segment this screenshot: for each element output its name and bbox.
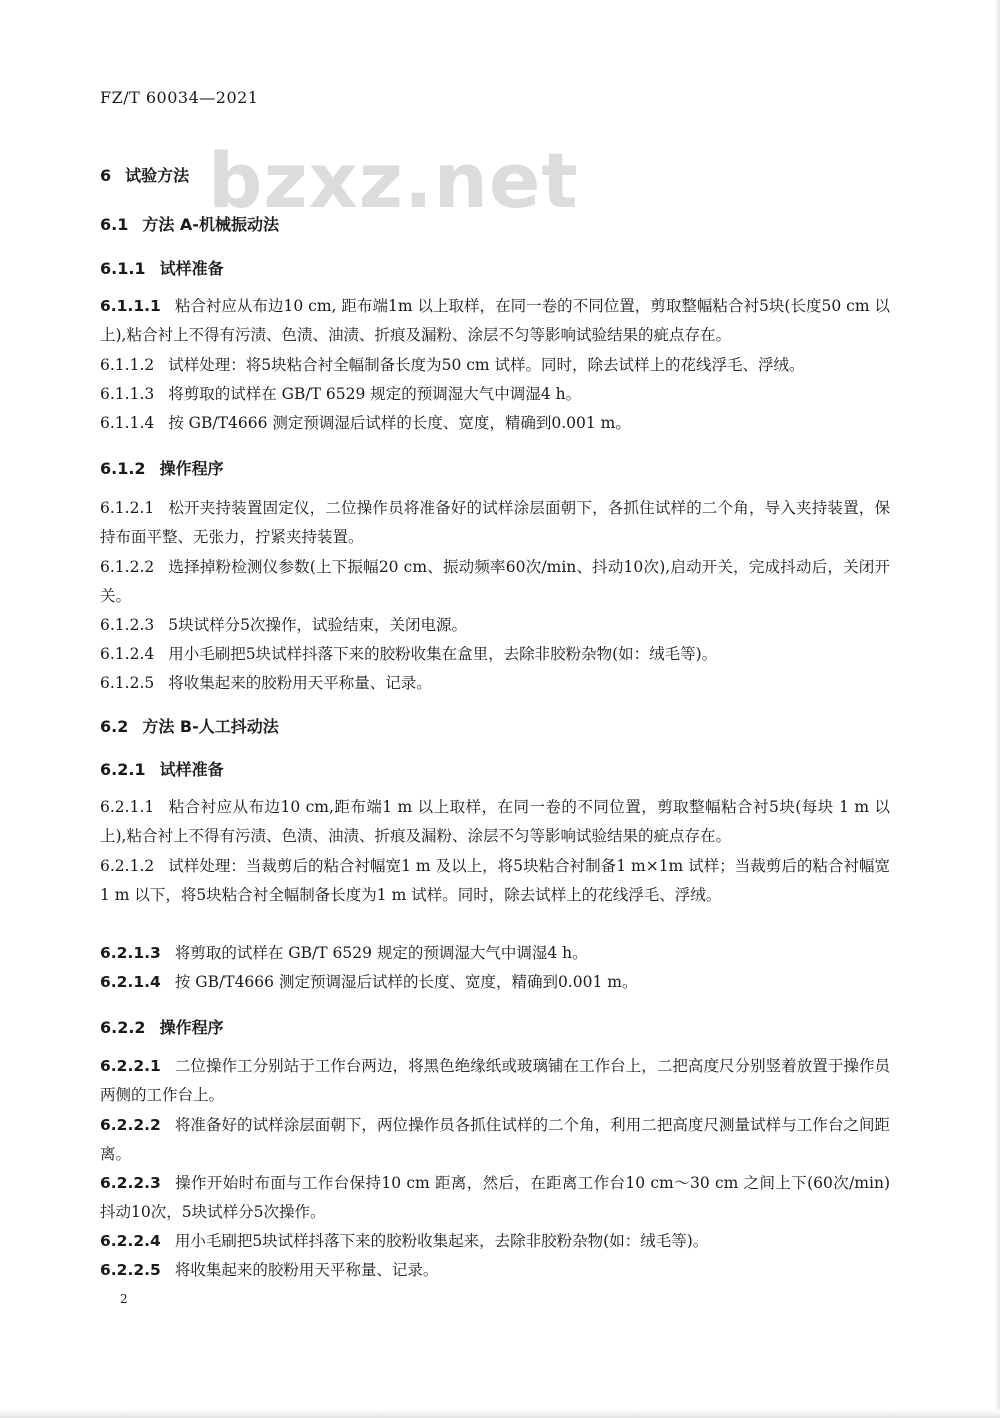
clause-6-2-2-1 bbox=[100, 1052, 890, 1110]
page-number: 2 bbox=[120, 1292, 128, 1306]
section-heading-6-2-2 bbox=[100, 1015, 224, 1038]
section-number: 6.2.1 bbox=[100, 760, 146, 779]
clause-number: 6.1.2.1 bbox=[100, 499, 155, 517]
clause-number: 6.2.1.2 bbox=[100, 857, 155, 875]
section-heading-6-2-1 bbox=[100, 757, 224, 780]
section-title: 操作程序 bbox=[159, 459, 224, 478]
clause-number: 6.1.1.3 bbox=[100, 385, 155, 403]
clause-number: 6.2.2.4 bbox=[100, 1232, 161, 1250]
clause-text: 用小毛刷把5块试样抖落下来的胶粉收集起来，去除非胶粉杂物(如：绒毛等)。 bbox=[174, 1232, 709, 1250]
clause-6-2-2-3 bbox=[100, 1169, 890, 1227]
clause-number: 6.1.1.4 bbox=[100, 414, 155, 432]
section-title: 操作程序 bbox=[159, 1018, 224, 1037]
clause-text: 将剪取的试样在 GB/T 6529 规定的预调湿大气中调湿4 h。 bbox=[168, 385, 582, 403]
clause-text: 将剪取的试样在 GB/T 6529 规定的预调湿大气中调湿4 h。 bbox=[174, 944, 588, 962]
clause-6-2-2-2 bbox=[100, 1111, 890, 1169]
clause-6-1-2-3 bbox=[100, 611, 890, 640]
clause-text: 二位操作工分别站于工作台两边，将黑色绝缘纸或玻璃铺在工作台上，二把高度尺分别竖着放置于操作员两侧的工作台上。 bbox=[100, 1057, 890, 1104]
clause-text: 粘合衬应从布边10 cm, 距布端1m 以上取样，在同一卷的不同位置，剪取整幅粘合衬5块(长度50 cm 以上),粘合衬上不得有污渍、色渍、油渍、折痕及漏粉、涂层不匀等影响试验结果的疵点存在。 bbox=[100, 297, 890, 344]
clause-6-1-1-1 bbox=[100, 292, 890, 350]
standard-code-header: FZ/T 60034—2021 bbox=[100, 88, 259, 107]
clause-number: 6.1.1.1 bbox=[100, 297, 161, 315]
section-heading-6 bbox=[100, 163, 189, 186]
section-heading-6-2 bbox=[100, 714, 279, 737]
clause-number: 6.1.2.2 bbox=[100, 558, 155, 576]
clause-number: 6.2.2.5 bbox=[100, 1261, 161, 1279]
clause-number: 6.1.2.3 bbox=[100, 616, 155, 634]
clause-text: 将收集起来的胶粉用天平称量、记录。 bbox=[168, 674, 432, 692]
clause-number: 6.2.2.1 bbox=[100, 1057, 161, 1075]
section-number: 6.1.1 bbox=[100, 259, 146, 278]
clause-6-1-2-1 bbox=[100, 494, 890, 552]
clause-6-2-2-4 bbox=[100, 1227, 890, 1256]
section-heading-6-1-2 bbox=[100, 456, 224, 479]
clause-number: 6.2.1.3 bbox=[100, 944, 161, 962]
clause-6-2-2-5 bbox=[100, 1256, 890, 1285]
section-title: 试样准备 bbox=[159, 259, 224, 278]
watermark: bzxz.net bbox=[208, 136, 579, 225]
clause-6-2-1-4 bbox=[100, 968, 890, 997]
clause-text: 试样处理：当裁剪后的粘合衬幅宽1 m 及以上，将5块粘合衬制备1 m×1m 试样；当裁剪后的粘合衬幅宽1 m 以下，将5块粘合衬全幅制备长度为1 m 试样。同时，除去试样上的花线浮毛、浮绒。 bbox=[100, 857, 890, 904]
clause-number: 6.1.2.5 bbox=[100, 674, 155, 692]
section-number: 6.1 bbox=[100, 215, 129, 234]
clause-text: 试样处理：将5块粘合衬全幅制备长度为50 cm 试样。同时，除去试样上的花线浮毛、浮绒。 bbox=[168, 356, 805, 374]
clause-number: 6.1.2.4 bbox=[100, 645, 155, 663]
section-heading-6-1-1 bbox=[100, 256, 224, 279]
section-title: 方法 B-人工抖动法 bbox=[142, 717, 279, 736]
clause-text: 5块试样分5次操作，试验结束，关闭电源。 bbox=[168, 616, 467, 634]
clause-text: 松开夹持装置固定仪，二位操作员将准备好的试样涂层面朝下，各抓住试样的二个角，导入夹持装置，保持布面平整、无张力，拧紧夹持装置。 bbox=[100, 499, 890, 546]
clause-number: 6.1.1.2 bbox=[100, 356, 155, 374]
section-number: 6.1.2 bbox=[100, 459, 146, 478]
clause-number: 6.2.2.3 bbox=[100, 1174, 161, 1192]
clause-number: 6.2.1.4 bbox=[100, 973, 161, 991]
clause-6-1-2-2 bbox=[100, 553, 890, 611]
clause-6-1-1-4 bbox=[100, 409, 890, 438]
clause-text: 粘合衬应从布边10 cm,距布端1 m 以上取样，在同一卷的不同位置，剪取整幅粘合衬5块(每块 1 m 以上),粘合衬上不得有污渍、色渍、油渍、折痕及漏粉、涂层不匀等影响试验结果的疵点存在。 bbox=[100, 798, 890, 845]
page-edge-right bbox=[994, 0, 1000, 1418]
clause-6-1-1-3 bbox=[100, 380, 890, 409]
clause-text: 操作开始时布面与工作台保持10 cm 距离，然后，在距离工作台10 cm～30 cm 之间上下(60次/min) 抖动10次，5块试样分5次操作。 bbox=[100, 1174, 890, 1221]
section-title: 试样准备 bbox=[159, 760, 224, 779]
clause-text: 按 GB/T4666 测定预调湿后试样的长度、宽度，精确到0.001 m。 bbox=[168, 414, 631, 432]
clause-6-2-1-3 bbox=[100, 939, 890, 968]
clause-text: 将收集起来的胶粉用天平称量、记录。 bbox=[174, 1261, 439, 1279]
section-title: 试验方法 bbox=[125, 166, 190, 185]
clause-text: 用小毛刷把5块试样抖落下来的胶粉收集在盒里，去除非胶粉杂物(如：绒毛等)。 bbox=[168, 645, 718, 663]
section-number: 6.2 bbox=[100, 717, 129, 736]
clause-6-2-1-1 bbox=[100, 793, 890, 851]
clause-6-2-1-2 bbox=[100, 852, 890, 910]
clause-number: 6.2.2.2 bbox=[100, 1116, 161, 1134]
section-title: 方法 A-机械振动法 bbox=[142, 215, 279, 234]
clause-text: 将准备好的试样涂层面朝下，两位操作员各抓住试样的二个角，利用二把高度尺测量试样与工作台之间距离。 bbox=[100, 1116, 890, 1163]
clause-text: 选择掉粉检测仪参数(上下振幅20 cm、振动频率60次/min、抖动10次),启动开关，完成抖动后，关闭开关。 bbox=[100, 558, 890, 605]
clause-6-1-2-4 bbox=[100, 640, 890, 669]
section-heading-6-1 bbox=[100, 212, 279, 235]
section-number: 6 bbox=[100, 166, 112, 185]
clause-number: 6.2.1.1 bbox=[100, 798, 155, 816]
section-number: 6.2.2 bbox=[100, 1018, 146, 1037]
page-edge-bottom bbox=[0, 1410, 1000, 1418]
clause-6-1-1-2 bbox=[100, 351, 890, 380]
clause-6-1-2-5 bbox=[100, 669, 890, 698]
clause-text: 按 GB/T4666 测定预调湿后试样的长度、宽度，精确到0.001 m。 bbox=[174, 973, 638, 991]
